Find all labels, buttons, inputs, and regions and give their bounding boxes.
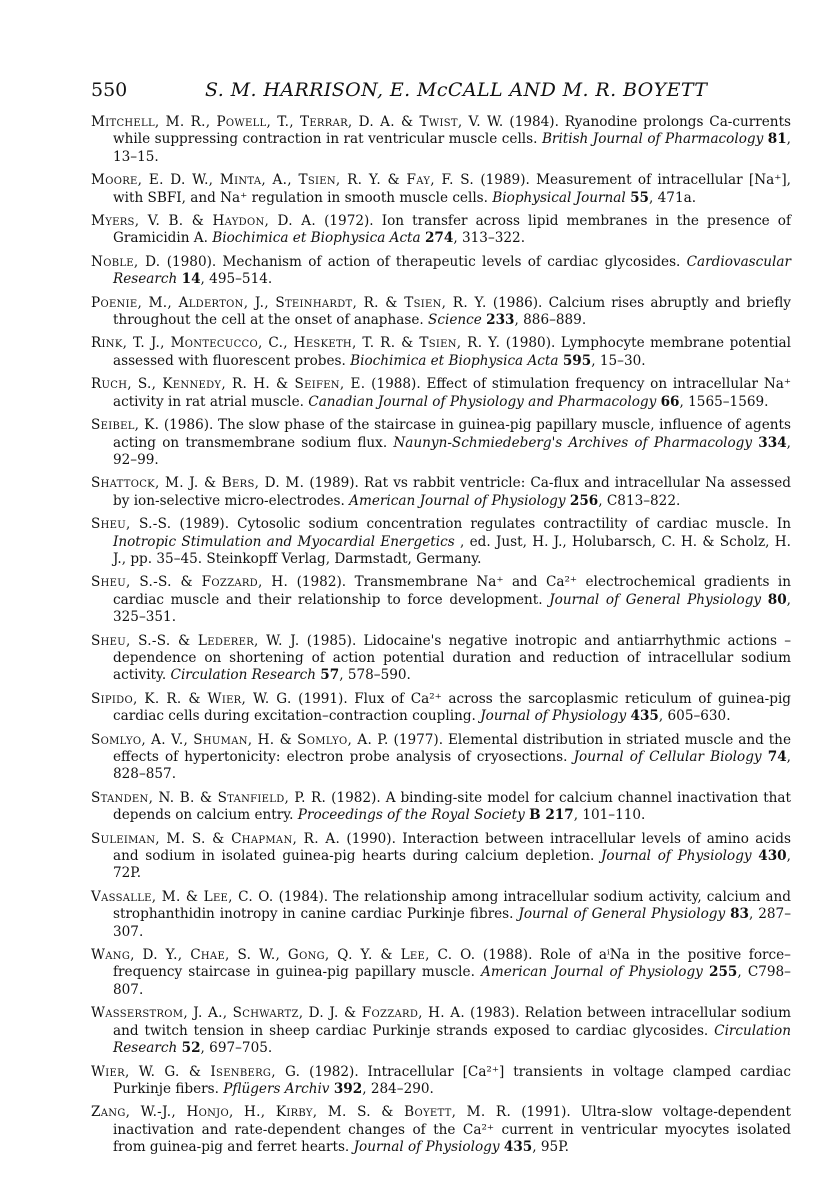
reference-volume: 430 (758, 848, 787, 865)
reference-year: (1986). (163, 417, 214, 434)
reference-pages: , C798–807. (113, 964, 791, 998)
reference-entry (91, 516, 791, 568)
reference-authors: Noble, D. (91, 253, 161, 270)
reference-entry (91, 574, 791, 626)
reference-journal: Journal of General Physiology (518, 906, 726, 923)
reference-year: (1983). (470, 1005, 520, 1022)
reference-volume: 57 (320, 667, 340, 684)
reference-title: Measurement of intracellular [Na⁺], with SBFI, and Na⁺ regulation in smooth muscle cells. (113, 172, 791, 206)
page-header (91, 79, 781, 105)
reference-year: (1991). (521, 1104, 571, 1121)
reference-year: (1988). (482, 947, 533, 964)
reference-pages: , 72P. (113, 848, 791, 882)
reference-list (91, 114, 791, 1163)
reference-journal: Naunyn-Schmiedeberg's Archives of Pharmacology (393, 434, 753, 451)
reference-authors: Wang, D. Y., Chae, S. W., Gong, Q. Y. & Lee, C. O. (91, 947, 476, 964)
reference-volume: 74 (767, 749, 787, 765)
reference-pages: , 697–705. (200, 1040, 273, 1057)
reference-journal: Journal of General Physiology (549, 591, 762, 608)
reference-pages: , 15–30. (591, 352, 646, 369)
reference-pages: , 95P. (532, 1139, 569, 1156)
reference-year: (1991). (298, 690, 348, 707)
reference-authors: Vassalle, M. & Lee, C. O. (91, 888, 274, 905)
reference-title: The slow phase of the staircase in guinea-pig papillary muscle, influence of agents acting on transmembrane sodium flux. (113, 417, 791, 451)
reference-authors: Moore, E. D. W., Minta, A., Tsien, R. Y. & Fay, F. S. (91, 172, 475, 189)
reference-entry (91, 889, 791, 941)
reference-authors: Zang, W.-J., Honjo, H., Kirby, M. S. & Boyett, M. R. (91, 1104, 512, 1121)
reference-year: (1986). (492, 294, 543, 311)
reference-authors: Wasserstrom, J. A., Schwartz, D. J. & Fozzard, H. A. (91, 1005, 465, 1022)
reference-authors: Ruch, S., Kennedy, R. H. & Seifen, E. (91, 376, 366, 393)
reference-journal: Canadian Journal of Physiology and Pharmacology (308, 393, 657, 410)
reference-volume: 255 (708, 964, 738, 981)
reference-title: Lidocaine's negative inotropic and antiarrhythmic actions – dependence on shortening of action potential duration and reduction of intracellular sodium activity. (113, 632, 792, 684)
reference-pages: , 325–351. (113, 591, 791, 626)
reference-title: Effect of stimulation frequency on intracellular Na⁺ activity in rat atrial muscle. (113, 376, 791, 410)
reference-volume: 435 (503, 1139, 533, 1156)
reference-authors: Sheu, S.-S. & Lederer, W. J. (91, 632, 300, 649)
reference-entry (91, 633, 791, 685)
reference-authors: Rink, T. J., Montecucco, C., Hesketh, T. R. & Tsien, R. Y. (91, 335, 501, 352)
reference-year: (1982). (296, 574, 347, 591)
reference-pages: , 471a. (649, 189, 697, 206)
reference-pages: , 578–590. (339, 667, 411, 684)
reference-authors: Somlyo, A. V., Shuman, H. & Somlyo, A. P. (91, 731, 389, 748)
reference-year: (1980). (505, 335, 556, 352)
reference-entry (91, 1064, 791, 1099)
reference-journal: Biophysical Journal (492, 189, 626, 206)
reference-volume: 14 (181, 271, 201, 288)
reference-pages: , 284–290. (362, 1080, 434, 1097)
reference-journal: Pflügers Archiv (223, 1080, 330, 1097)
reference-volume: 52 (181, 1040, 201, 1057)
reference-volume: 81 (767, 131, 787, 148)
reference-year: (1988). (371, 376, 421, 393)
reference-year: (1990). (346, 830, 396, 847)
reference-year: (1989). (480, 172, 530, 189)
reference-year: (1977). (393, 731, 444, 748)
reference-journal: Circulation Research (170, 667, 316, 684)
reference-entry (91, 947, 791, 999)
reference-journal: American Journal of Physiology (481, 964, 703, 981)
reference-pages: , 313–322. (453, 230, 526, 247)
reference-volume: 595 (562, 352, 592, 369)
reference-authors: Myers, V. B. & Haydon, D. A. (91, 213, 317, 230)
reference-entry (91, 335, 791, 370)
reference-volume: 66 (660, 393, 680, 410)
reference-journal: Inotropic Stimulation and Myocardial Energetics (113, 533, 455, 550)
reference-journal: Proceedings of the Royal Society (297, 807, 525, 824)
reference-entry (91, 417, 791, 469)
reference-title: Relation between intracellular sodium and twitch tension in sheep cardiac Purkinje strands exposed to cardiac glycosides. (113, 1005, 791, 1039)
reference-journal: Science (428, 312, 482, 329)
reference-title: Interaction between intracellular levels of amino acids and sodium in isolated guinea-pig hearts during calcium depletion. (113, 830, 791, 865)
reference-volume: 83 (730, 906, 750, 923)
reference-title: A binding-site model for calcium channel inactivation that depends on calcium entry. (113, 789, 791, 824)
reference-authors: Seibel, K. (91, 417, 160, 434)
reference-year: (1972). (324, 213, 374, 230)
reference-title: Flux of Ca²⁺ across the sarcoplasmic reticulum of guinea-pig cardiac cells during excitation–contraction coupling. (113, 690, 792, 725)
reference-pages: , 605–630. (658, 708, 731, 725)
reference-entry (91, 691, 791, 726)
reference-pages: , ed. Just, H. J., Holubarsch, C. H. & Scholz, H. J., pp. 35–45. Steinkopff Verlag, Darmstadt, Germany. (113, 533, 791, 567)
reference-volume: B 217 (529, 807, 574, 824)
reference-volume: 256 (569, 492, 599, 509)
reference-year: (1985). (306, 632, 357, 649)
running-title: S. M. HARRISON, E. McCALL AND M. R. BOYETT (205, 79, 708, 101)
reference-year: (1989). (179, 516, 230, 533)
reference-authors: Sheu, S.-S. (91, 516, 172, 533)
reference-volume: 392 (333, 1080, 363, 1097)
reference-entry (91, 831, 791, 883)
reference-journal: Journal of Cellular Biology (573, 749, 762, 765)
reference-authors: Poenie, M., Alderton, J., Steinhardt, R. & Tsien, R. Y. (91, 294, 487, 311)
reference-pages: , 287–307. (113, 906, 792, 940)
reference-authors: Sipido, K. R. & Wier, W. G. (91, 690, 292, 707)
reference-title: Calcium rises abruptly and briefly throughout the cell at the onset of anaphase. (113, 294, 791, 329)
reference-title: Intracellular [Ca²⁺] transients in voltage clamped cardiac Purkinje fibers. (113, 1063, 791, 1097)
reference-title: Ultra-slow voltage-dependent inactivation and rate-dependent changes of the Ca²⁺ current in ventricular myocytes isolated from guinea-pig and ferret hearts. (113, 1104, 792, 1156)
reference-year: (1984). (278, 888, 329, 905)
reference-entry (91, 1104, 791, 1156)
reference-pages: , 886–889. (514, 312, 587, 329)
reference-entry (91, 254, 791, 289)
reference-pages: , 828–857. (113, 749, 791, 783)
reference-title: Elemental distribution in striated muscle and the effects of hypertonicity: electron probe analysis of cryosections. (113, 731, 791, 765)
reference-title: Ryanodine prolongs Ca-currents while suppressing contraction in rat ventricular muscle cells. (113, 114, 792, 148)
reference-journal: Biochimica et Biophysica Acta (350, 352, 559, 369)
reference-authors: Wier, W. G. & Isenberg, G. (91, 1063, 301, 1080)
reference-entry (91, 732, 791, 784)
reference-journal: British Journal of Pharmacology (541, 131, 764, 148)
reference-entry (91, 790, 791, 825)
reference-title: Cytosolic sodium concentration regulates contractility of cardiac muscle. In (237, 516, 791, 533)
reference-pages: , 13–15. (113, 131, 791, 165)
reference-volume: 435 (630, 708, 659, 725)
reference-journal: Journal of Physiology (353, 1139, 500, 1156)
reference-volume: 233 (486, 312, 515, 329)
reference-volume: 274 (424, 230, 454, 247)
reference-volume: 334 (758, 434, 787, 451)
reference-volume: 55 (630, 189, 650, 206)
page-number: 550 (91, 79, 128, 101)
reference-journal: Biochimica et Biophysica Acta (212, 230, 421, 247)
reference-year: (1982). (309, 1063, 359, 1080)
reference-authors: Suleiman, M. S. & Chapman, R. A. (91, 830, 341, 847)
reference-entry (91, 475, 791, 510)
reference-entry (91, 1005, 791, 1057)
reference-title: Transmembrane Na⁺ and Ca²⁺ electrochemical gradients in cardiac muscle and their relationship to force development. (113, 574, 792, 608)
reference-year: (1989). (309, 475, 359, 492)
reference-title: Lymphocyte membrane potential assessed with fluorescent probes. (113, 335, 791, 369)
reference-authors: Mitchell, M. R., Powell, T., Terrar, D. A. & Twist, V. W. (91, 114, 504, 130)
reference-authors: Sheu, S.-S. & Fozzard, H. (91, 574, 289, 591)
reference-journal: Journal of Physiology (480, 708, 627, 725)
reference-volume: 80 (767, 591, 787, 608)
reference-pages: , 495–514. (200, 271, 273, 288)
reference-entry (91, 114, 791, 166)
reference-entry (91, 213, 791, 248)
reference-pages: , 101–110. (573, 807, 646, 824)
reference-title: The relationship among intracellular sodium activity, calcium and strophanthidin inotropy in canine cardiac Purkinje fibres. (113, 888, 791, 923)
reference-journal: Journal of Physiology (600, 848, 752, 865)
reference-title: Mechanism of action of therapeutic levels of cardiac glycosides. (222, 253, 681, 270)
reference-pages: , C813–822. (598, 492, 681, 509)
reference-journal: Cardiovascular Research (113, 253, 791, 288)
reference-authors: Standen, N. B. & Stanfield, P. R. (91, 789, 327, 806)
reference-year: (1984). (509, 114, 559, 130)
reference-title: Role of aⁱNa in the positive force–frequency staircase in guinea-pig papillary muscle. (113, 947, 791, 981)
reference-pages: , 1565–1569. (679, 393, 769, 410)
reference-year: (1982). (331, 789, 381, 806)
reference-journal: American Journal of Physiology (349, 492, 566, 509)
reference-title: Rat vs rabbit ventricle: Ca-flux and intracellular Na assessed by ion-selective micro-electrodes. (113, 475, 791, 509)
reference-entry (91, 376, 791, 411)
reference-title: Ion transfer across lipid membranes in the presence of Gramicidin A. (113, 213, 792, 247)
reference-pages: , 92–99. (113, 434, 791, 468)
reference-entry (91, 295, 791, 330)
reference-journal: Circulation Research (113, 1022, 791, 1057)
reference-year: (1980). (166, 253, 217, 270)
reference-entry (91, 172, 791, 207)
reference-authors: Shattock, M. J. & Bers, D. M. (91, 475, 305, 492)
